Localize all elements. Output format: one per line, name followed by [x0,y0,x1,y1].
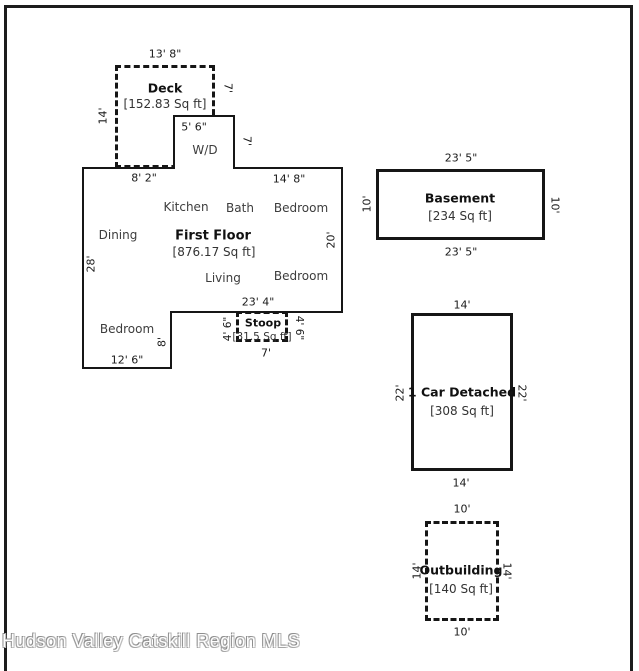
outbuilding-title: Outbuilding [419,562,503,578]
dim-garage-left: 22' [393,384,407,402]
dim-outbuilding-bottom: 10' [453,625,471,639]
basement-title: Basement [424,190,496,206]
watermark-text: Hudson Valley Catskill Region MLS [2,631,301,651]
dim-ff-right: 20' [324,231,338,249]
dim-ff-bottom-left: 12' 6" [110,353,144,367]
dim-basement-top: 23' 5" [444,151,478,165]
dim-outbuilding-right: 14' [500,562,514,580]
dim-basement-left: 10' [360,195,374,213]
dim-garage-right: 22' [515,384,529,402]
outbuilding-area: [140 Sq ft] [429,582,493,596]
dim-ff-step: 8' [155,336,169,348]
wd-label: W/D [192,143,218,157]
room-bedroom-bottom: Bedroom [99,322,155,336]
dim-ff-bottom-right: 23' 4" [241,295,275,309]
dim-deck-top: 13' 8" [148,47,182,61]
dim-ff-left: 28' [84,255,98,273]
dim-deck-left: 14' [96,107,110,125]
room-living: Living [205,271,241,285]
room-bath: Bath [226,201,254,215]
stoop-title: Stoop [244,316,282,330]
dim-deck-right: 7' [221,82,235,94]
garage-area: [308 Sq ft] [430,404,494,418]
first-floor-title: First Floor [175,228,251,244]
room-bedroom-lower: Bedroom [273,269,329,283]
dim-stoop-right: 4' 6" [293,315,305,341]
deck-title: Deck [147,80,183,96]
room-bedroom-upper: Bedroom [273,201,329,215]
dim-ff-top-left: 8' 2" [131,171,157,185]
dim-garage-top: 14' [453,298,471,312]
stoop-area: [31.5 Sq ft] [232,331,292,343]
basement-area: [234 Sq ft] [428,209,492,223]
room-kitchen: Kitchen [163,200,209,214]
dim-wd-right: 7' [240,135,254,147]
dim-basement-bottom: 23' 5" [444,245,478,259]
dim-outbuilding-top: 10' [453,502,471,516]
garage-title: 1 Car Detached [407,384,517,400]
room-dining: Dining [98,228,138,242]
dim-ff-top-right: 14' 8" [272,172,306,186]
dim-outbuilding-left: 14' [410,562,424,580]
first-floor-area: [876.17 Sq ft] [172,245,256,259]
dim-wd-top: 5' 6" [181,120,207,134]
dim-basement-right: 10' [548,196,562,214]
dim-stoop-left: 4' 6" [222,316,234,342]
dim-stoop-bottom: 7' [260,346,272,360]
dim-garage-bottom: 14' [452,476,470,490]
deck-area: [152.83 Sq ft] [123,97,207,111]
